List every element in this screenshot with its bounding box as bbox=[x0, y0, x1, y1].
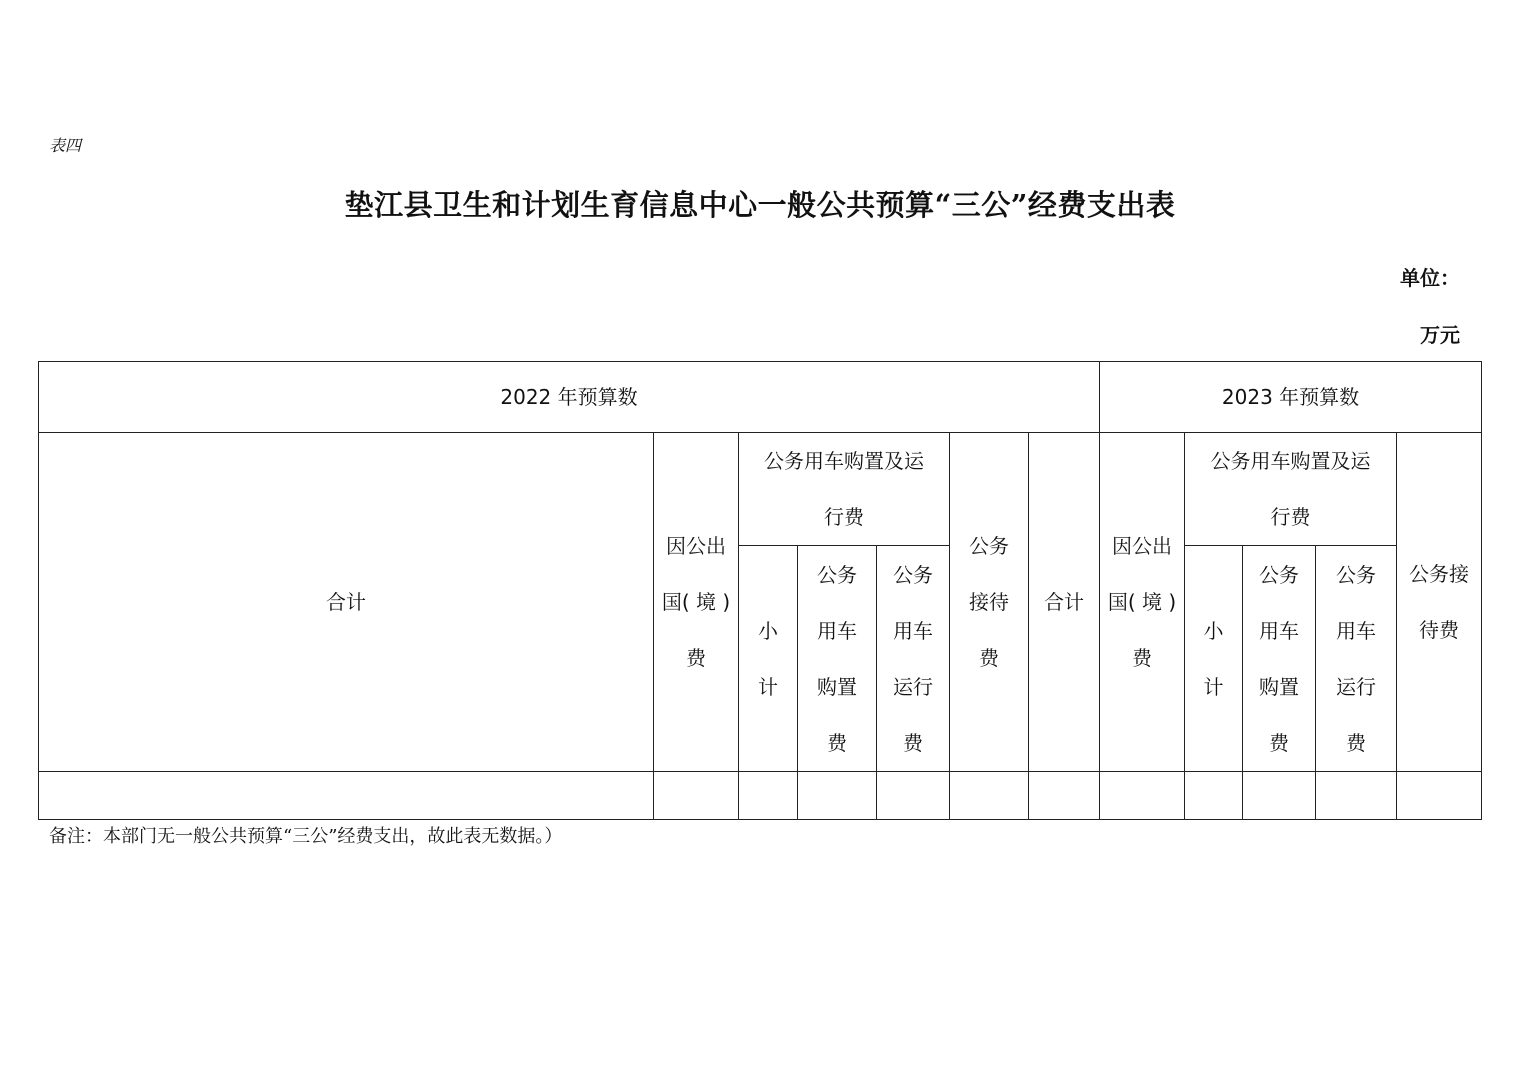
col-2022-abroad: 因公出 国( 境 ) 费 bbox=[654, 433, 739, 772]
col-2022-total: 合计 bbox=[39, 433, 654, 772]
table-cell bbox=[798, 772, 877, 820]
unit-value: 万元 bbox=[1420, 323, 1460, 347]
table-cell bbox=[1029, 772, 1100, 820]
year-2023-header: 2023 年预算数 bbox=[1100, 362, 1482, 433]
col-2022-reception: 公务 接待 费 bbox=[950, 433, 1029, 772]
table-cell bbox=[1185, 772, 1243, 820]
table-cell bbox=[1100, 772, 1185, 820]
col-2022-subtotal: 小 计 bbox=[739, 546, 798, 772]
table-cell bbox=[1243, 772, 1316, 820]
col-2023-reception: 公务接 待费 bbox=[1397, 433, 1482, 772]
col-2023-abroad: 因公出 国( 境 ) 费 bbox=[1100, 433, 1185, 772]
page-title: 垫江县卫生和计划生育信息中心一般公共预算“三公”经费支出表 bbox=[344, 188, 1176, 222]
budget-table bbox=[38, 361, 1482, 820]
table-cell bbox=[1316, 772, 1397, 820]
col-2023-operation: 公务 用车 运行 费 bbox=[1316, 546, 1397, 772]
unit-label: 单位： bbox=[1400, 266, 1460, 290]
year-2022-header: 2022 年预算数 bbox=[39, 362, 1100, 433]
table-cell bbox=[739, 772, 798, 820]
footnote: 备注：本部门无一般公共预算“三公”经费支出，故此表无数据。） bbox=[49, 826, 563, 847]
col-2023-total: 合计 bbox=[1029, 433, 1100, 772]
year-header-row bbox=[39, 362, 1482, 433]
column-header-row-1 bbox=[39, 433, 1482, 546]
col-2022-purchase: 公务 用车 购置 费 bbox=[798, 546, 877, 772]
table-cell bbox=[877, 772, 950, 820]
table-cell bbox=[39, 772, 654, 820]
col-2023-vehicle-group: 公务用车购置及运 行费 bbox=[1185, 433, 1397, 546]
col-2023-subtotal: 小 计 bbox=[1185, 546, 1243, 772]
col-2022-vehicle-group: 公务用车购置及运 行费 bbox=[739, 433, 950, 546]
col-2022-operation: 公务 用车 运行 费 bbox=[877, 546, 950, 772]
table-cell bbox=[1397, 772, 1482, 820]
table-row bbox=[39, 772, 1482, 820]
table-cell bbox=[654, 772, 739, 820]
table-cell bbox=[950, 772, 1029, 820]
col-2023-purchase: 公务 用车 购置 费 bbox=[1243, 546, 1316, 772]
table-number-label: 表四 bbox=[49, 136, 82, 155]
